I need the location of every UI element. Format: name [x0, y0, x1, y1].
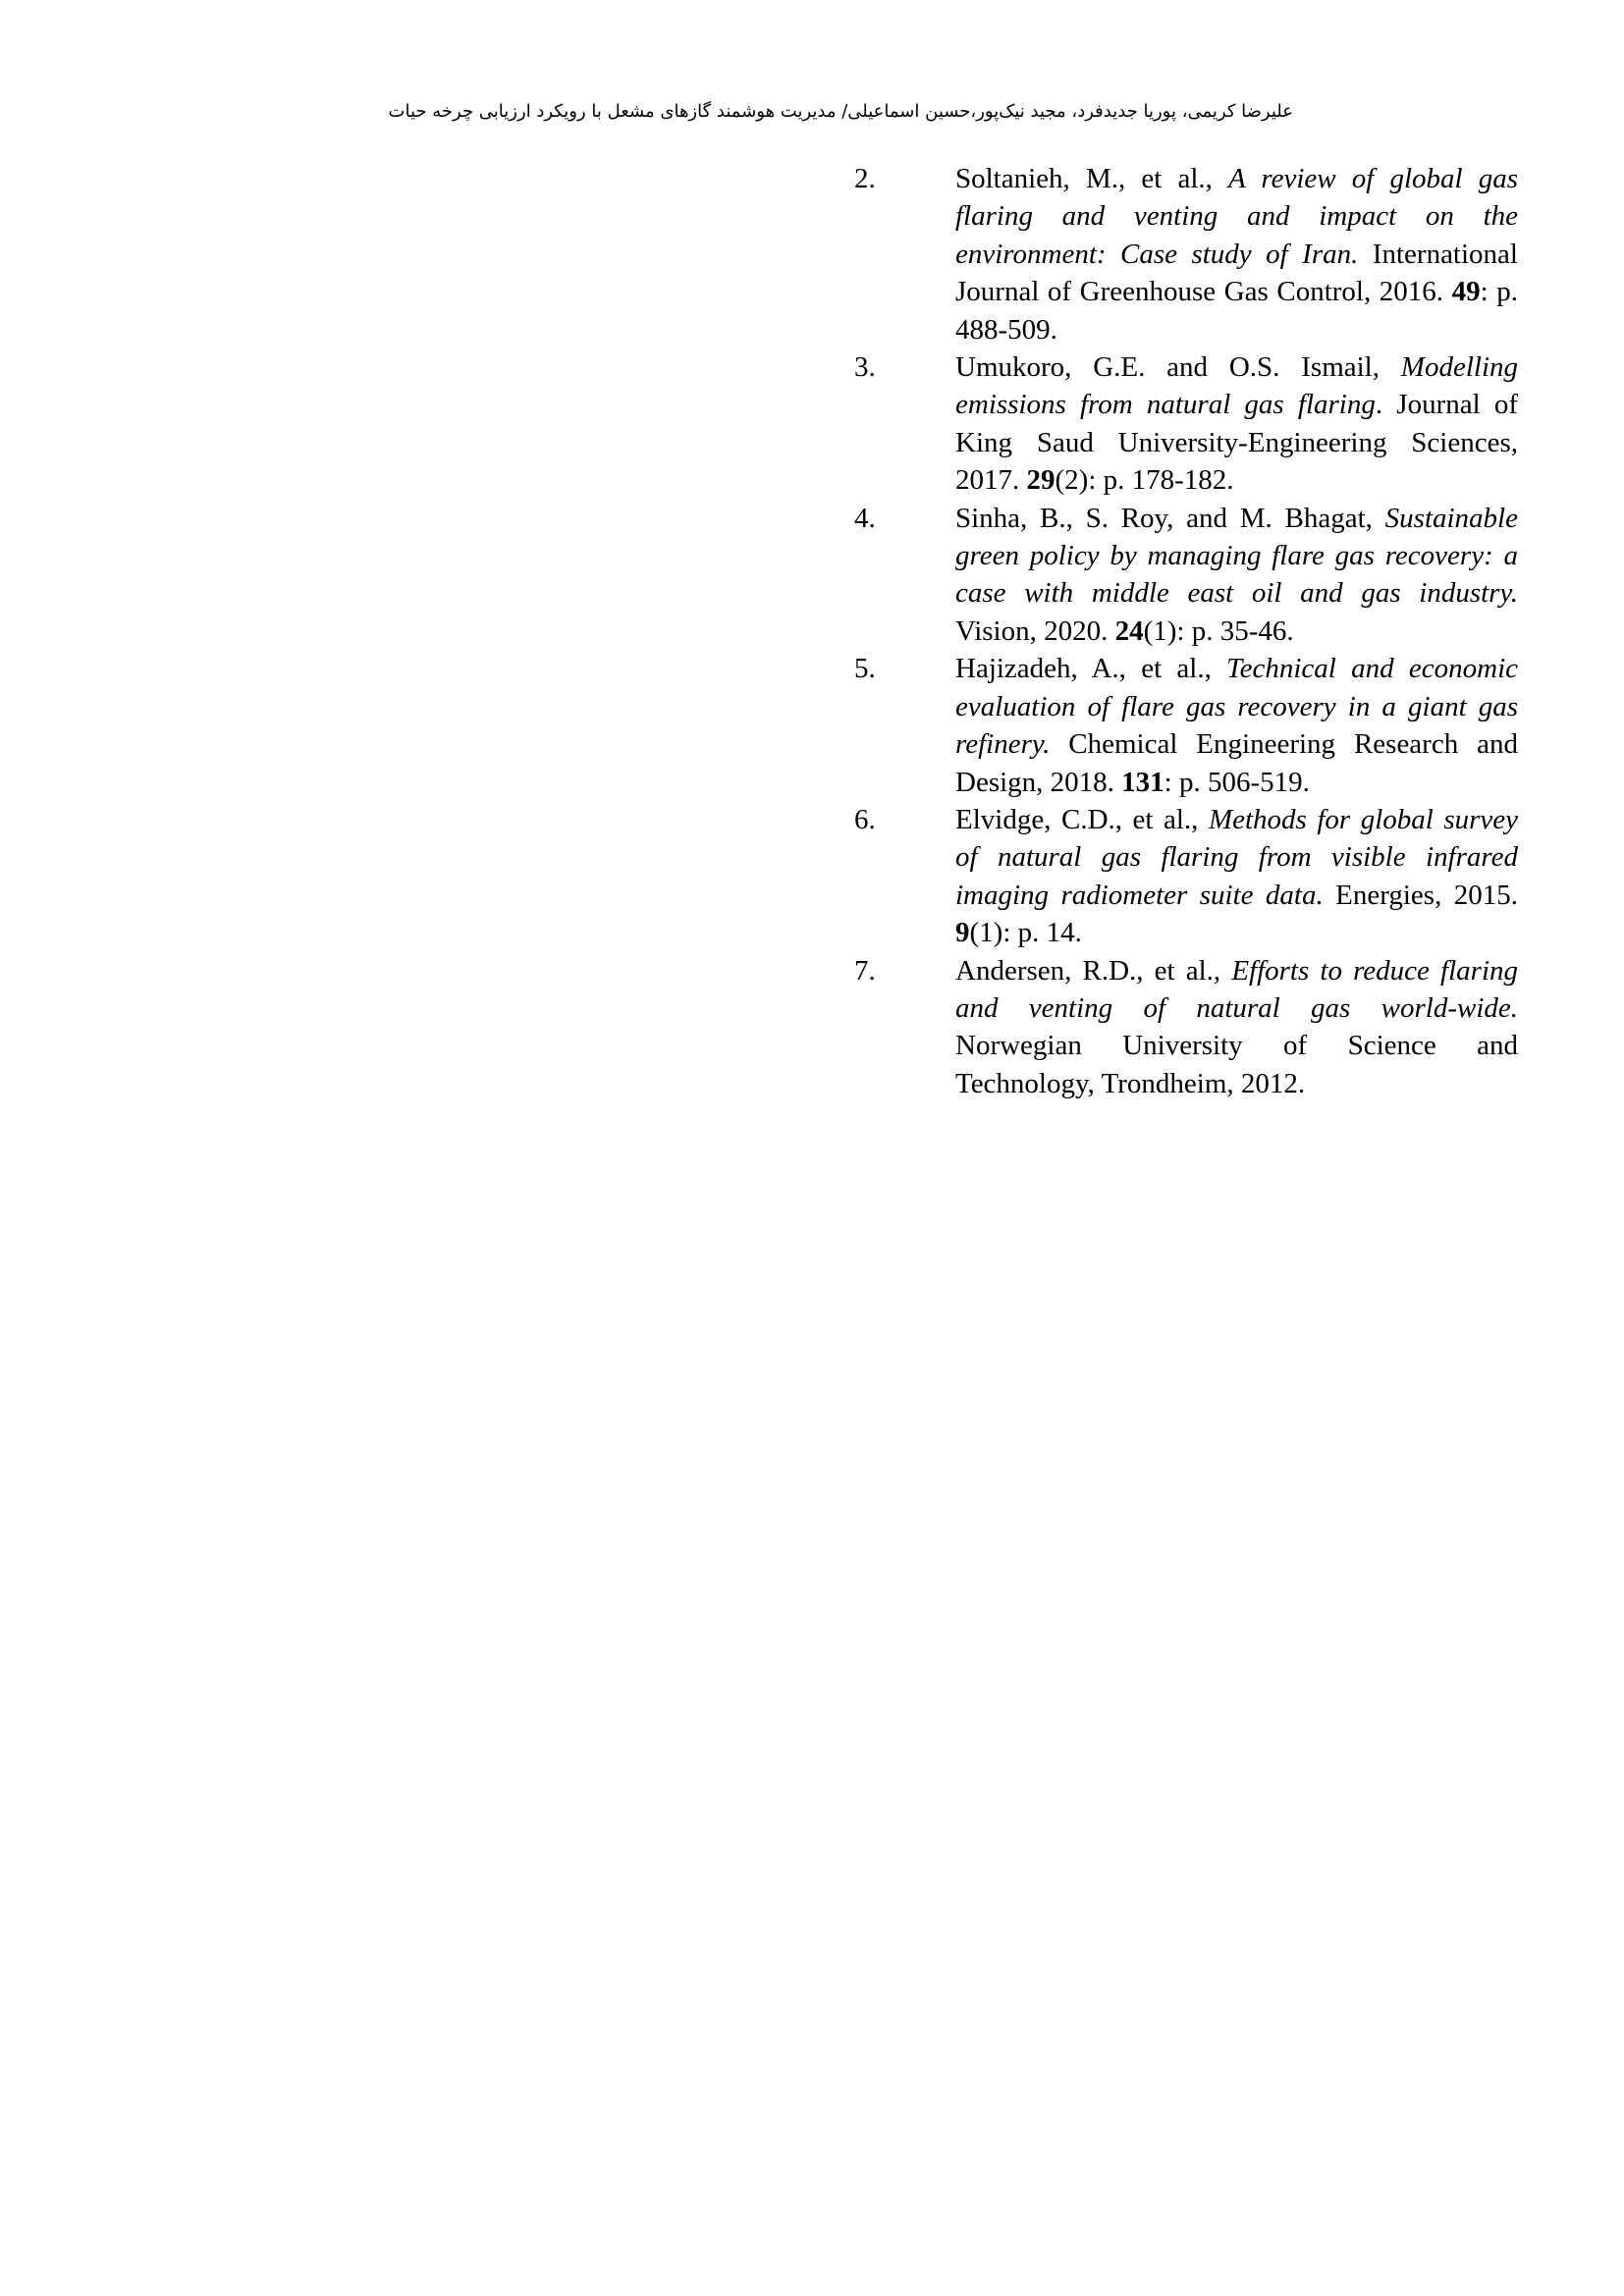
running-header: علیرضا کریمی، پوریا جدیدفرد، مجید نیک‌پور،حسین اسماعیلی/ مدیریت هوشمند گازهای مشعل با رویکرد ارزیابی چرخه حیات	[388, 101, 1293, 122]
reference-text	[955, 804, 1518, 948]
reference-source: . Journal of King Saud University-Engineering Sciences, 2017.	[955, 389, 1518, 497]
reference-authors: Elvidge, C.D., et al.,	[955, 803, 1209, 835]
reference-volume: 9	[955, 917, 970, 949]
reference-text	[955, 503, 1518, 647]
reference-title: Sustainable green policy by managing flare gas recovery: a case with middle east oil and gas industry.	[955, 502, 1518, 610]
reference-title: Efforts to reduce flaring and venting of natural gas world-wide.	[955, 954, 1519, 1024]
reference-number: 7.	[854, 954, 876, 987]
reference-list	[854, 160, 1518, 1102]
reference-title: A review of global gas flaring and venting and impact on the environment: Case study of Iran.	[955, 163, 1518, 270]
reference-pages: : p. 488-509.	[955, 276, 1518, 346]
reference-item	[854, 650, 1518, 801]
reference-text	[955, 351, 1518, 496]
reference-item	[854, 952, 1518, 1103]
reference-authors: Hajizadeh, A., et al.,	[955, 653, 1227, 685]
reference-item	[854, 801, 1518, 952]
reference-volume: 131	[1121, 766, 1164, 798]
reference-source: International Journal of Greenhouse Gas Control, 2016.	[955, 238, 1518, 308]
reference-pages: (1): p. 14.	[969, 917, 1082, 949]
reference-number: 2.	[854, 163, 876, 194]
reference-volume: 24	[1114, 614, 1144, 647]
reference-source: Norwegian University of Science and Technology, Trondheim, 2012.	[955, 1030, 1518, 1099]
reference-authors: Andersen, R.D., et al.,	[955, 954, 1232, 987]
reference-item	[854, 160, 1518, 348]
reference-text	[955, 955, 1518, 1099]
reference-source: Chemical Engineering Research and Design, 2018.	[955, 728, 1518, 798]
reference-pages: (1): p. 35-46.	[1143, 614, 1294, 647]
reference-volume: 49	[1451, 276, 1481, 308]
reference-volume: 29	[1026, 464, 1056, 497]
reference-authors: Soltanieh, M., et al.,	[955, 163, 1229, 194]
reference-text	[955, 163, 1518, 346]
reference-pages: (2): p. 178-182.	[1055, 464, 1234, 497]
reference-number: 6.	[854, 803, 876, 835]
reference-authors: Umukoro, G.E. and O.S. Ismail,	[955, 351, 1401, 384]
reference-number: 4.	[854, 502, 876, 534]
reference-title: Modelling emissions from natural gas flaring	[955, 351, 1518, 421]
reference-authors: Sinha, B., S. Roy, and M. Bhagat,	[955, 502, 1385, 534]
reference-number: 3.	[854, 351, 876, 384]
reference-number: 5.	[854, 653, 876, 685]
reference-title: Methods for global survey of natural gas flaring from visible infrared imaging radiometer suite data.	[955, 803, 1519, 911]
reference-source: Vision, 2020.	[955, 614, 1115, 647]
reference-item	[854, 348, 1518, 500]
reference-source: Energies, 2015.	[1323, 879, 1519, 911]
reference-text	[955, 653, 1518, 797]
reference-pages: : p. 506-519.	[1164, 766, 1310, 798]
reference-item	[854, 500, 1518, 651]
reference-title: Technical and economic evaluation of flare gas recovery in a giant gas refinery.	[955, 653, 1518, 761]
